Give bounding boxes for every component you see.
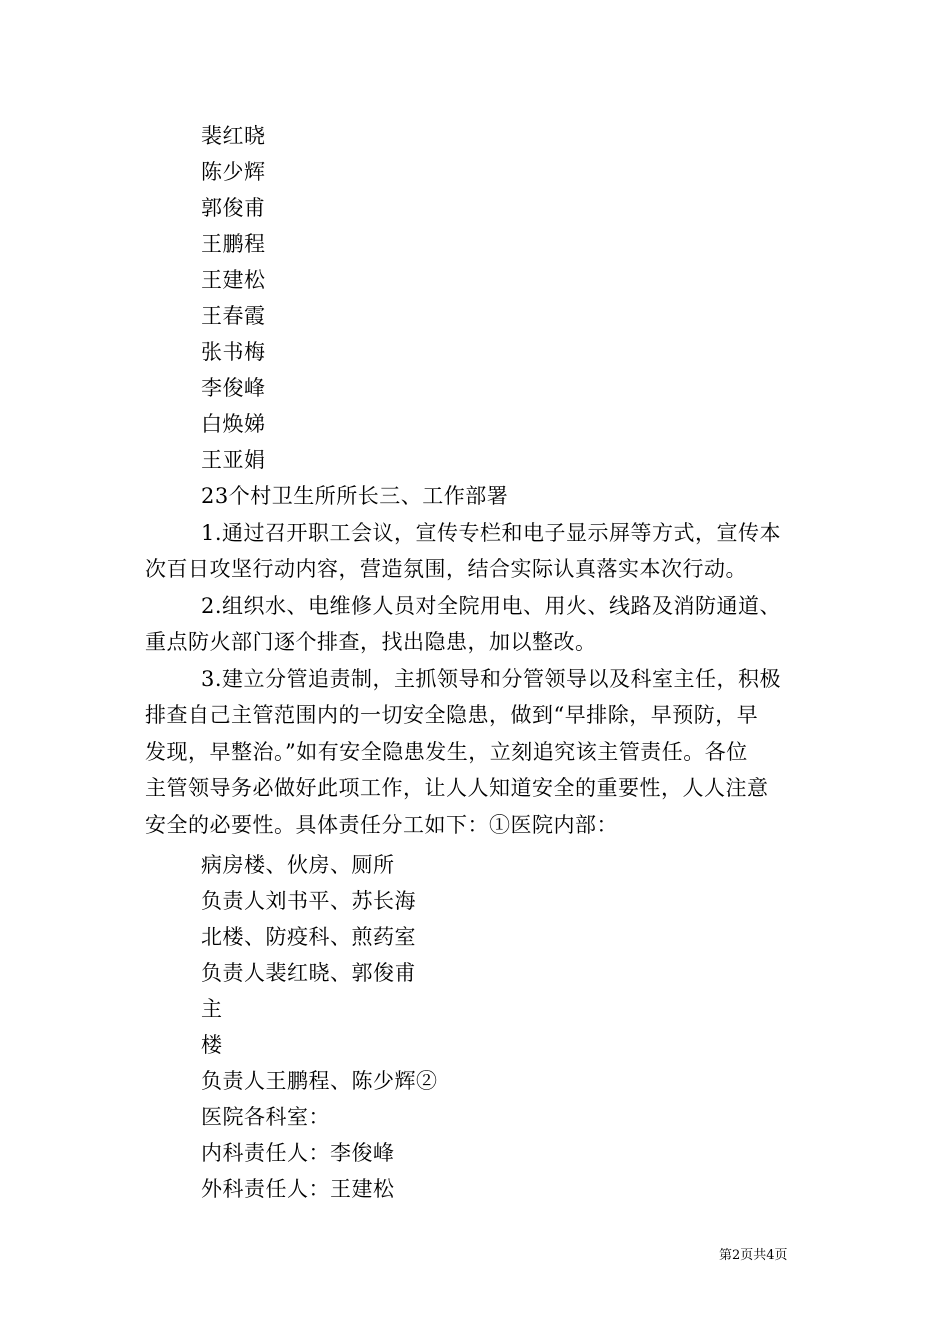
name-line: 李俊峰 [201, 376, 266, 400]
name-line: 裴红晓 [201, 124, 266, 148]
paragraph-3-line: 安全的必要性。具体责任分工如下：①医院内部： [145, 813, 618, 837]
paragraph-1-line: 次百日攻坚行动内容，营造氛围，结合实际认真落实本次行动。 [145, 557, 747, 581]
name-line: 郭俊甫 [201, 196, 266, 220]
assignment-line: 外科责任人：王建松 [201, 1177, 395, 1201]
assignment-line: 病房楼、伙房、厕所 [201, 853, 395, 877]
paragraph-3-line: 排查自己主管范围内的一切安全隐患，做到“早排除，早预防，早 [145, 703, 759, 727]
section-heading: 23个村卫生所所长三、工作部署 [201, 484, 509, 508]
paragraph-2-line: 2.组织水、电维修人员对全院用电、用火、线路及消防通道、 [201, 594, 782, 618]
name-line: 王亚娟 [201, 448, 266, 472]
assignment-line: 负责人王鹏程、陈少辉② [201, 1069, 438, 1093]
paragraph-3-line: 3.建立分管追责制，主抓领导和分管领导以及科室主任，积极 [201, 667, 782, 691]
name-line: 王春霞 [201, 304, 266, 328]
name-line: 王建松 [201, 268, 266, 292]
name-line: 张书梅 [201, 340, 266, 364]
assignment-line: 主 [201, 997, 223, 1021]
assignment-line: 内科责任人：李俊峰 [201, 1141, 395, 1165]
paragraph-3-line: 发现，早整治。”如有安全隐患发生，立刻追究该主管责任。各位 [145, 740, 748, 764]
page-number: 第2页共4页 [719, 1248, 788, 1263]
assignment-line: 负责人裴红晓、郭俊甫 [201, 961, 416, 985]
name-line: 王鹏程 [201, 232, 266, 256]
assignment-line: 楼 [201, 1033, 223, 1057]
paragraph-3-line: 主管领导务必做好此项工作，让人人知道安全的重要性，人人注意 [145, 776, 769, 800]
assignment-line: 医院各科室： [201, 1105, 330, 1129]
assignment-line: 北楼、防疫科、煎药室 [201, 925, 416, 949]
name-line: 白焕娣 [201, 412, 266, 436]
paragraph-1-line: 1.通过召开职工会议，宣传专栏和电子显示屏等方式，宣传本 [201, 521, 782, 545]
assignment-line: 负责人刘书平、苏长海 [201, 889, 416, 913]
name-line: 陈少辉 [201, 160, 266, 184]
paragraph-2-line: 重点防火部门逐个排查，找出隐患，加以整改。 [145, 630, 597, 654]
